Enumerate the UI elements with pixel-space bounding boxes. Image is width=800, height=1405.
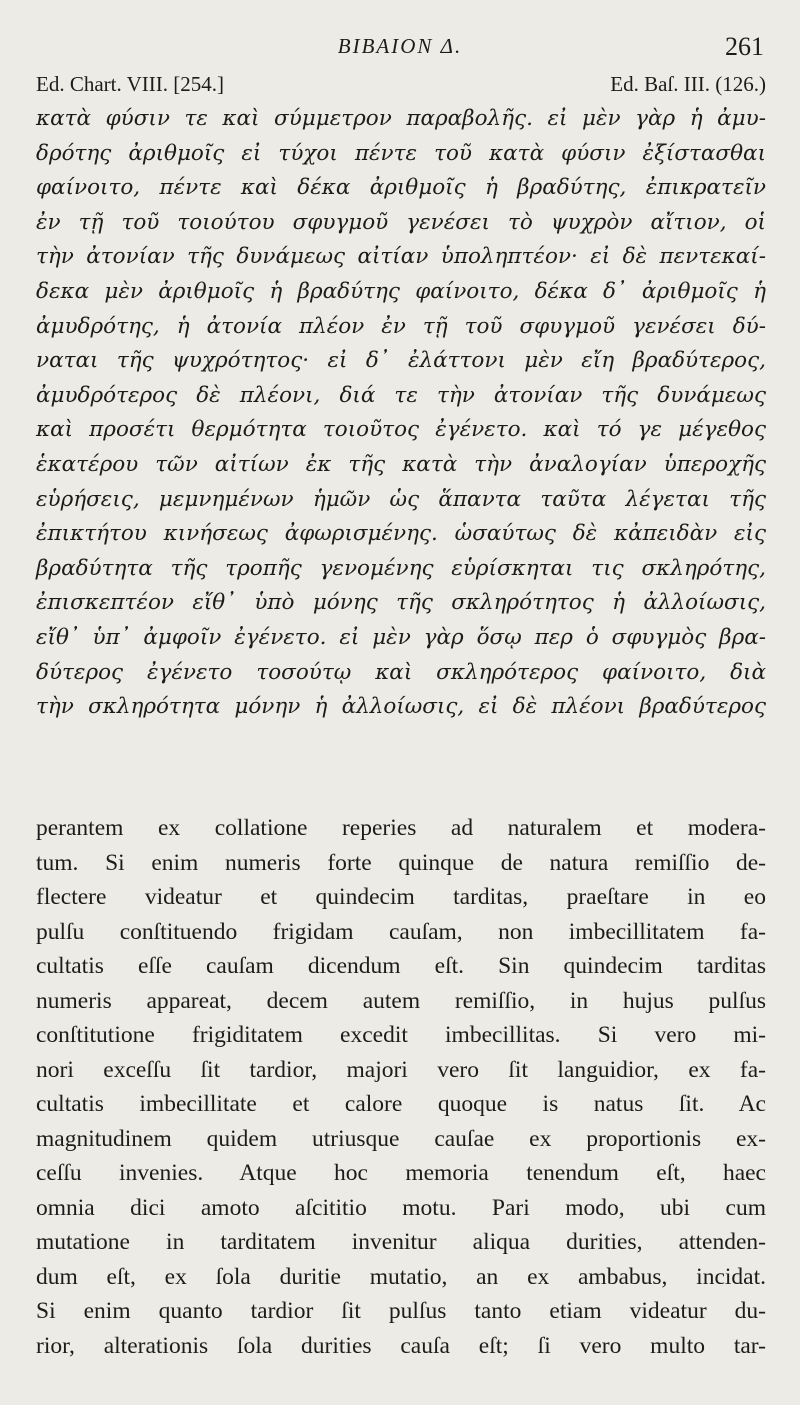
latin-text-line: conſtitutione frigiditatem excedit imbecillitas. Si vero mi- <box>36 1022 766 1048</box>
greek-text-line: ἐπισκεπτέον εἴθ᾽ ὑπὸ μόνης τῆς σκληρότητος ἡ ἀλλοίωσις, <box>36 590 766 616</box>
latin-text-line: omnia dici amoto aſcititio motu. Pari modo, ubi cum <box>36 1194 766 1221</box>
latin-text-line: tum. Si enim numeris forte quinque de natura remiſſio de- <box>36 849 766 876</box>
latin-text-line: cultatis imbecillitate et calore quoque is natus ſit. Ac <box>36 1091 766 1117</box>
latin-text-line: perantem ex collatione reperies ad naturalem et modera- <box>36 815 766 841</box>
greek-text-line: ἑκατέρου τῶν αἰτίων ἐκ τῆς κατὰ τὴν ἀναλογίαν ὑπεροχῆς <box>36 451 766 477</box>
greek-text-line: δύτερος ἐγένετο τοσούτῳ καὶ σκληρότερος φαίνοιτο, διὰ <box>36 659 766 685</box>
edition-basel-reference: Ed. Baſ. III. (126.) <box>610 72 766 96</box>
greek-text-line: δρότης ἀριθμοῖς εἰ τύχοι πέντε τοῦ κατὰ φύσιν ἐξίστασθαι <box>36 140 766 166</box>
greek-text-block <box>36 102 766 725</box>
latin-text-block <box>36 811 766 1363</box>
latin-text-line: numeris appareat, decem autem remiſſio, in hujus pulſus <box>36 987 766 1014</box>
greek-text-line: εὑρήσεις, μεμνημένων ἡμῶν ὡς ἅπαντα ταῦτα λέγεται τῆς <box>36 486 766 512</box>
greek-text-line: φαίνοιτο, πέντε καὶ δέκα ἀριθμοῖς ἡ βραδύτης, ἐπικρατεῖν <box>36 175 766 201</box>
latin-text-line: cultatis eſſe cauſam dicendum eſt. Sin quindecim tarditas <box>36 953 766 979</box>
edition-reference-line <box>36 72 766 102</box>
latin-text-line: magnitudinem quidem utriusque cauſae ex proportionis ex- <box>36 1125 766 1152</box>
greek-text-line: ἀμυδρότερος δὲ πλέονι, διά τε τὴν ἀτονίαν τῆς δυνάμεως <box>36 382 766 408</box>
greek-text-line: τὴν ἀτονίαν τῆς δυνάμεως αἰτίαν ὑποληπτέον· εἰ δὲ πεντεκαί- <box>36 244 766 270</box>
latin-text-line: ceſſu invenies. Atque hoc memoria tenendum eſt, haec <box>36 1160 766 1186</box>
latin-text-line: rior, alterationis ſola durities cauſa eſt; ſi vero multo tar- <box>36 1332 766 1359</box>
greek-text-line: τὴν σκληρότητα μόνην ἡ ἀλλοίωσις, εἰ δὲ πλέονι βραδύτερος <box>36 694 766 720</box>
latin-text-line: mutatione in tarditatem invenitur aliqua durities, attenden- <box>36 1229 766 1255</box>
greek-text-line: δεκα μὲν ἀριθμοῖς ἡ βραδύτης φαίνοιτο, δέκα δ᾽ ἀριθμοῖς ἡ <box>36 278 766 304</box>
page-number: 261 <box>725 32 764 61</box>
greek-text-line: κατὰ φύσιν τε καὶ σύμμετρον παραβολῆς. εἰ μὲν γὰρ ἡ ἀμυ- <box>36 106 766 131</box>
latin-text-line: nori exceſſu ſit tardior, majori vero ſit languidior, ex fa- <box>36 1056 766 1083</box>
greek-text-line: ἐπικτήτου κινήσεως ἀφωρισμένης. ὡσαύτως δὲ κἀπειδὰν εἰς <box>36 521 766 547</box>
edition-chart-reference: Ed. Chart. VIII. [254.] <box>36 72 224 96</box>
running-title: BIBAION Δ. <box>337 34 463 58</box>
latin-text-line: flectere videatur et quindecim tarditas, praeſtare in eo <box>36 884 766 910</box>
greek-text-line: καὶ προσέτι θερμότητα τοιοῦτος ἐγένετο. καὶ τό γε μέγεθος <box>36 417 766 443</box>
greek-text-line: εἴθ᾽ ὑπ᾽ ἀμφοῖν ἐγένετο. εἰ μὲν γὰρ ὅσῳ περ ὁ σφυγμὸς βρα- <box>36 624 766 650</box>
greek-text-line: ναται τῆς ψυχρότητος· εἰ δ᾽ ἐλάττονι μὲν εἴη βραδύτερος, <box>36 348 766 374</box>
latin-text-line: dum eſt, ex ſola duritie mutatio, an ex ambabus, incidat. <box>36 1263 766 1290</box>
greek-text-line: ἀμυδρότης, ἡ ἀτονία πλέον ἐν τῇ τοῦ σφυγμοῦ γενέσει δύ- <box>36 313 766 339</box>
running-head <box>0 28 800 68</box>
greek-text-line: βραδύτητα τῆς τροπῆς γενομένης εὑρίσκηται τις σκληρότης, <box>36 555 766 581</box>
latin-text-line: Si enim quanto tardior ſit pulſus tanto etiam videatur du- <box>36 1298 766 1324</box>
greek-text-line: ἐν τῇ τοῦ τοιούτου σφυγμοῦ γενέσει τὸ ψυχρὸν αἴτιον, οἱ <box>36 209 766 235</box>
latin-text-line: pulſu conſtituendo frigidam cauſam, non imbecillitatem fa- <box>36 918 766 945</box>
